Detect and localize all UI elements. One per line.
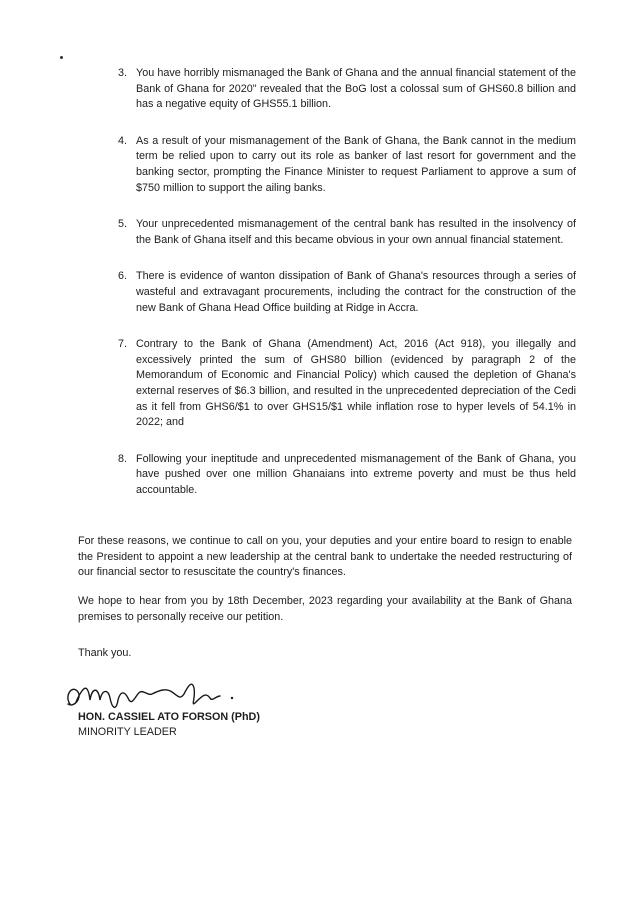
item-text: There is evidence of wanton dissipation of Bank of Ghana's resources through a series of wasteful and extravagant procurements, including the contract for the construction of the new Bank of Ghana Head Office building at Ridge in Accra. — [136, 270, 576, 314]
item-text: Following your ineptitude and unprecedented mismanagement of the Bank of Ghana, you have pushed over one million Ghanaians into extreme poverty and must be thus held accountable. — [136, 452, 576, 496]
list-item — [80, 66, 580, 113]
list-item — [80, 217, 580, 248]
list-item — [80, 452, 580, 499]
item-text: As a result of your mismanagement of the Bank of Ghana, the Bank cannot in the medium term be relied upon to carry out its role as banker of last resort for government and the banking sector, prompting the Finance Minister to request Parliament to approve a sum of $750 million to support the ailing banks. — [136, 134, 576, 194]
grievance-list — [80, 66, 580, 519]
item-text: Contrary to the Bank of Ghana (Amendment) Act, 2016 (Act 918), you illegally and excessively printed the sum of GHS80 billion (evidenced by paragraph 2 of the Memorandum of Economic and Financial Policy) which caused the depletion of Ghana's external reserves of $6.3 billion, and resulted in the unprecedented depreciation of the Cedi as it fell from GHS6/$1 to over GHS15/$1 while inflation rose to hyper levels of 54.1% in 2022; and — [136, 338, 576, 429]
stray-mark — [60, 56, 63, 59]
item-number: 3. — [118, 67, 128, 79]
list-item — [80, 269, 580, 316]
list-item — [80, 134, 580, 196]
closing-paragraph: For these reasons, we continue to call on you, your deputies and your entire board to resign to enable the President to appoint a new leadership at the central bank to undertake the needed restructuring of our financial sector to resuscitate the country's finances. — [78, 535, 572, 579]
item-number: 6. — [118, 270, 128, 283]
request-paragraph: We hope to hear from you by 18th December, 2023 regarding your availability at the Bank of Ghana premises to personally receive our petition. — [78, 595, 572, 623]
list-item — [80, 337, 580, 431]
signatory-title: MINORITY LEADER — [78, 726, 177, 738]
item-number: 8. — [118, 452, 128, 465]
item-text: Your unprecedented mismanagement of the central bank has resulted in the insolvency of the Bank of Ghana itself and this became obvious in your own annual financial statement. — [136, 218, 576, 246]
item-text: You have horribly mismanaged the Bank of Ghana and the annual financial statement of the Bank of Ghana for 2020" revealed that the BoG lost a colossal sum of GHS60.8 billion and has a negative equity of GHS55.1 billion. — [136, 67, 576, 111]
item-number: 5. — [118, 218, 128, 231]
item-number: 7. — [118, 338, 128, 351]
signatory-name: HON. CASSIEL ATO FORSON (PhD) — [78, 711, 260, 723]
item-number: 4. — [118, 134, 128, 147]
thanks-line: Thank you. — [78, 647, 132, 659]
